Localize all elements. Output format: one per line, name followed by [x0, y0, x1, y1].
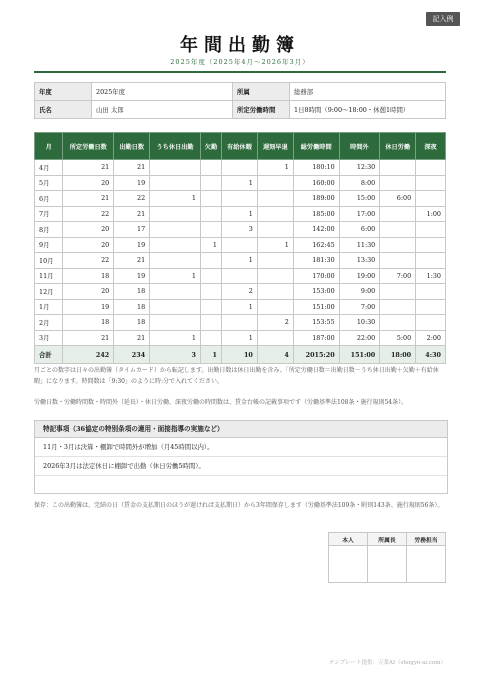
table-cell: [380, 253, 416, 269]
table-cell: 20: [63, 284, 114, 300]
column-header: 欠勤: [200, 133, 221, 160]
table-cell: 6:00: [380, 191, 416, 207]
name-value: 山田 太郎: [92, 101, 233, 119]
table-cell: [150, 253, 201, 269]
total-cell: 3: [150, 346, 201, 364]
table-cell: 153:55: [293, 315, 339, 331]
column-header: 月: [35, 133, 63, 160]
table-cell: [200, 299, 221, 315]
table-cell: 1:00: [416, 206, 446, 222]
table-cell: 142:00: [293, 222, 339, 238]
table-cell: [200, 206, 221, 222]
table-cell: [416, 284, 446, 300]
approval-stamp-table: [328, 532, 446, 583]
table-cell: 20: [63, 237, 114, 253]
attendance-table: [34, 132, 446, 364]
table-cell: 1: [221, 253, 257, 269]
table-cell: 10:30: [339, 315, 380, 331]
table-cell: [380, 175, 416, 191]
stamp-header-labor: 労務担当: [407, 533, 446, 546]
table-cell: [150, 206, 201, 222]
table-cell: [416, 315, 446, 331]
table-cell: 21: [63, 160, 114, 176]
month-cell: 5月: [35, 175, 63, 191]
table-cell: 22: [63, 206, 114, 222]
dept-value: 総務部: [290, 83, 446, 101]
table-cell: 160:00: [293, 175, 339, 191]
table-cell: [416, 160, 446, 176]
table-cell: 11:30: [339, 237, 380, 253]
table-row: [35, 315, 446, 331]
table-cell: [150, 222, 201, 238]
total-cell: 18:00: [380, 346, 416, 364]
table-cell: [416, 191, 446, 207]
table-cell: [200, 191, 221, 207]
table-cell: 1: [221, 175, 257, 191]
table-cell: [416, 299, 446, 315]
name-label: 氏名: [35, 101, 92, 119]
table-cell: 187:00: [293, 330, 339, 346]
table-cell: [257, 222, 293, 238]
stamp-header-manager: 所属長: [368, 533, 407, 546]
month-cell: 6月: [35, 191, 63, 207]
template-credit: テンプレート提供：万業AI（shogyo-ai.com）: [328, 660, 446, 666]
special-notes-box: [34, 420, 448, 494]
table-cell: [200, 330, 221, 346]
table-cell: 20: [63, 222, 114, 238]
column-header: 休日労働: [380, 133, 416, 160]
special-note-line-3: [35, 476, 447, 494]
table-row: [35, 191, 446, 207]
table-row: [35, 299, 446, 315]
table-cell: 21: [63, 191, 114, 207]
table-row: [35, 175, 446, 191]
table-cell: 1: [150, 191, 201, 207]
table-cell: 19: [114, 237, 150, 253]
table-cell: 18: [63, 315, 114, 331]
table-cell: [200, 315, 221, 331]
total-cell: 234: [114, 346, 150, 364]
table-cell: [380, 222, 416, 238]
table-cell: 170:00: [293, 268, 339, 284]
table-row: [35, 253, 446, 269]
table-cell: [200, 253, 221, 269]
table-cell: 21: [114, 160, 150, 176]
table-cell: [150, 160, 201, 176]
table-cell: 22: [63, 253, 114, 269]
table-cell: [200, 222, 221, 238]
table-cell: [200, 175, 221, 191]
total-cell: 1: [200, 346, 221, 364]
table-cell: 19: [114, 268, 150, 284]
month-cell: 10月: [35, 253, 63, 269]
column-header: うち休日出勤: [150, 133, 201, 160]
table-cell: 2: [221, 284, 257, 300]
table-cell: 17: [114, 222, 150, 238]
column-header: 深夜: [416, 133, 446, 160]
table-cell: [257, 330, 293, 346]
month-cell: 11月: [35, 268, 63, 284]
table-cell: 1: [221, 299, 257, 315]
table-cell: 21: [114, 330, 150, 346]
special-note-line-2: 2026年3月は法定休日に棚卸で出勤（休日労働5時間）。: [35, 457, 447, 476]
table-cell: [150, 237, 201, 253]
table-cell: [150, 315, 201, 331]
special-notes-heading: 特記事項（36協定の特別条項の適用・面接指導の実施など）: [35, 421, 447, 438]
table-cell: [221, 191, 257, 207]
column-header: 有給休暇: [221, 133, 257, 160]
table-cell: 8:00: [339, 175, 380, 191]
table-cell: 20: [63, 175, 114, 191]
table-cell: 2:00: [416, 330, 446, 346]
table-cell: 21: [63, 330, 114, 346]
table-cell: 9:00: [339, 284, 380, 300]
table-row: [35, 222, 446, 238]
column-header: 時間外: [339, 133, 380, 160]
table-cell: 1:30: [416, 268, 446, 284]
table-cell: [257, 175, 293, 191]
table-cell: 22:00: [339, 330, 380, 346]
table-cell: [221, 315, 257, 331]
table-cell: [257, 268, 293, 284]
example-badge: 記入例: [426, 12, 460, 26]
stamp-box-manager[interactable]: [368, 546, 407, 583]
table-row: [35, 268, 446, 284]
total-cell: 4: [257, 346, 293, 364]
table-cell: 21: [114, 253, 150, 269]
dept-label: 所属: [233, 83, 290, 101]
table-cell: [257, 299, 293, 315]
title-divider: [34, 71, 446, 73]
table-cell: 7:00: [339, 299, 380, 315]
table-cell: [380, 206, 416, 222]
table-cell: 19: [114, 175, 150, 191]
table-cell: 7:00: [380, 268, 416, 284]
total-row: [35, 346, 446, 364]
table-cell: 1: [257, 237, 293, 253]
table-cell: [221, 160, 257, 176]
work-hours-value: 1日8時間（9:00～18:00・休憩1時間）: [290, 101, 446, 119]
table-cell: [416, 237, 446, 253]
year-label: 年度: [35, 83, 92, 101]
special-note-line-1: 11月・3月は決算・棚卸で時間外が増加（月45時間以内）。: [35, 438, 447, 457]
month-cell: 9月: [35, 237, 63, 253]
table-cell: [257, 206, 293, 222]
table-cell: 21: [114, 206, 150, 222]
table-row: [35, 160, 446, 176]
table-cell: [150, 299, 201, 315]
table-row: [35, 330, 446, 346]
table-cell: 1: [150, 268, 201, 284]
table-cell: 3: [221, 222, 257, 238]
month-cell: 3月: [35, 330, 63, 346]
table-cell: 18: [63, 268, 114, 284]
table-row: [35, 206, 446, 222]
stamp-box-self[interactable]: [329, 546, 368, 583]
total-label: 合計: [35, 346, 63, 364]
table-cell: 1: [221, 330, 257, 346]
stamp-box-labor[interactable]: [407, 546, 446, 583]
table-cell: [380, 299, 416, 315]
table-cell: [200, 268, 221, 284]
table-cell: [200, 284, 221, 300]
table-cell: [257, 253, 293, 269]
table-row: [35, 284, 446, 300]
month-cell: 2月: [35, 315, 63, 331]
table-cell: 181:30: [293, 253, 339, 269]
table-cell: 18: [114, 315, 150, 331]
table-cell: [416, 253, 446, 269]
table-cell: 5:00: [380, 330, 416, 346]
table-cell: 22: [114, 191, 150, 207]
table-cell: 12:30: [339, 160, 380, 176]
table-cell: [221, 268, 257, 284]
table-cell: 189:00: [293, 191, 339, 207]
total-cell: 151:00: [339, 346, 380, 364]
table-cell: 151:00: [293, 299, 339, 315]
table-cell: 1: [150, 330, 201, 346]
table-row: [35, 237, 446, 253]
table-cell: [416, 175, 446, 191]
table-cell: [150, 284, 201, 300]
month-cell: 7月: [35, 206, 63, 222]
table-cell: 17:00: [339, 206, 380, 222]
table-cell: 185:00: [293, 206, 339, 222]
year-value: 2025年度: [92, 83, 233, 101]
table-cell: 18: [114, 299, 150, 315]
table-cell: 1: [200, 237, 221, 253]
total-cell: 242: [63, 346, 114, 364]
note-wage-ledger: 労働日数・労働時間数・時間外（延長）・休日労働、深夜労働の時間数は、賃金台帳の記載事項です（労働基準法108条・施行規則54条）。: [34, 399, 408, 406]
total-cell: 4:30: [416, 346, 446, 364]
table-cell: 1: [257, 160, 293, 176]
month-cell: 1月: [35, 299, 63, 315]
table-cell: [416, 222, 446, 238]
month-cell: 8月: [35, 222, 63, 238]
note-transfer: 月ごとの数字は日々の出勤簿（タイムカード）から転記します。出勤日数は休日出勤を含み、「所定労働日数＝出勤日数－うち休日出勤＋欠勤＋有給休暇」になります。時間数は「9:30」のように時:分で入れてください。: [34, 367, 439, 385]
total-cell: 10: [221, 346, 257, 364]
month-cell: 4月: [35, 160, 63, 176]
page-subtitle: 2025年度（2025年4月～2026年3月）: [170, 58, 310, 66]
total-cell: 2015:20: [293, 346, 339, 364]
table-cell: [150, 175, 201, 191]
column-header: 出勤日数: [114, 133, 150, 160]
table-cell: [221, 237, 257, 253]
table-cell: 18: [114, 284, 150, 300]
table-cell: 153:00: [293, 284, 339, 300]
table-cell: 2: [257, 315, 293, 331]
table-cell: [257, 191, 293, 207]
table-cell: [380, 315, 416, 331]
table-cell: [380, 160, 416, 176]
table-cell: [257, 284, 293, 300]
table-cell: 162:45: [293, 237, 339, 253]
table-cell: 13:30: [339, 253, 380, 269]
table-cell: 1: [221, 206, 257, 222]
table-cell: [380, 237, 416, 253]
table-cell: 6:00: [339, 222, 380, 238]
stamp-header-self: 本人: [329, 533, 368, 546]
retention-note: 保存：この出勤簿は、完結の日（賃金の支払期日のほうが遅ければ支払期日）から3年間保存します（労働基準法109条・附則143条、施行規則56条）。: [34, 502, 444, 509]
table-cell: [200, 160, 221, 176]
column-header: 所定労働日数: [63, 133, 114, 160]
page-title: 年間出勤簿: [180, 35, 300, 56]
column-header: 総労働時間: [293, 133, 339, 160]
table-cell: 19: [63, 299, 114, 315]
table-cell: 19:00: [339, 268, 380, 284]
employee-info-table: [34, 82, 446, 119]
month-cell: 12月: [35, 284, 63, 300]
table-cell: [380, 284, 416, 300]
table-cell: 180:10: [293, 160, 339, 176]
column-header: 遅刻早退: [257, 133, 293, 160]
work-hours-label: 所定労働時間: [233, 101, 290, 119]
table-cell: 15:00: [339, 191, 380, 207]
